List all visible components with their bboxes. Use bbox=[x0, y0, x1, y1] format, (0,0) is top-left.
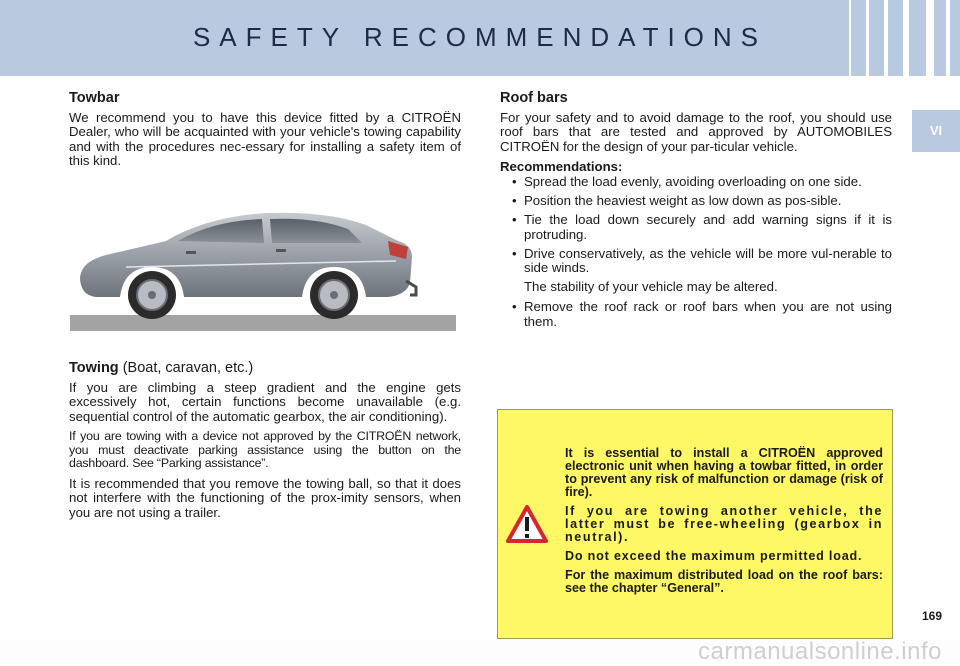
header-band bbox=[0, 0, 960, 76]
page-number: 169 bbox=[921, 609, 943, 623]
stability-note: The stability of your vehicle may be altered. bbox=[524, 279, 778, 295]
recommendations-list-end bbox=[500, 300, 892, 328]
warning-paragraph-2: If you are towing another vehicle, the latter must be free-wheeling (gearbox in neutral). bbox=[565, 504, 883, 544]
roofbars-heading: Roof bars bbox=[500, 90, 568, 106]
watermark-text: carmanualsonline.info bbox=[698, 638, 942, 665]
towing-paragraph-2: If you are towing with a device not approved by the CITROËN network, you must deactivate parking assistance using the button on the dashboard. See “Parking assistance”. bbox=[69, 428, 461, 471]
towing-paragraph-3: It is recommended that you remove the towing ball, so that it does not interfere with the functioning of the prox-imity sensors, when you are not using a trailer. bbox=[69, 476, 461, 520]
warning-paragraph-1: It is essential to install a CITROËN approved electronic unit when having a towbar fitted, in order to prevent any risk of malfunction or damage (risk of fire). bbox=[565, 446, 883, 499]
warning-triangle-icon bbox=[506, 504, 548, 544]
list-item: • Spread the load evenly, avoiding overloading on one side. bbox=[500, 175, 892, 189]
warning-paragraph-3: Do not exceed the maximum permitted load. bbox=[565, 549, 863, 563]
towbar-text: We recommend you to have this device fitted by a CITROËN Dealer, who will be acquainted with your vehicle's towing capability and with the procedures nec-essary for installing a safety item of this kind. bbox=[69, 110, 461, 168]
car-icon bbox=[66, 195, 458, 335]
recommendations-list bbox=[500, 175, 892, 275]
list-item: • Tie the load down securely and add warning signs if it is protruding. bbox=[500, 213, 892, 241]
list-item: • Position the heaviest weight as low down as pos-sible. bbox=[500, 194, 892, 208]
towing-heading-main: Towing bbox=[69, 360, 119, 376]
watermark-band bbox=[0, 640, 960, 663]
warning-paragraph-4: For the maximum distributed load on the roof bars: see the chapter “General”. bbox=[565, 568, 883, 595]
list-item: • Remove the roof rack or roof bars when you are not using them. bbox=[500, 300, 892, 328]
recommendations-heading: Recommendations: bbox=[500, 158, 623, 174]
chapter-tab: VI bbox=[912, 110, 960, 152]
towing-heading bbox=[69, 361, 461, 375]
towbar-section bbox=[69, 91, 461, 174]
warning-text bbox=[565, 447, 883, 601]
list-item: • Drive conservatively, as the vehicle will be more vul-nerable to side winds. bbox=[500, 247, 892, 275]
car-illustration bbox=[66, 195, 458, 335]
towing-heading-sub: (Boat, caravan, etc.) bbox=[118, 360, 254, 376]
towing-section bbox=[69, 361, 461, 526]
towing-paragraph-1: If you are climbing a steep gradient and the engine gets excessively hot, certain functions become unavailable (e.g. sequential control of the automatic gearbox, the air conditioning). bbox=[69, 380, 461, 424]
roofbars-intro: For your safety and to avoid damage to the roof, you should use roof bars that are tested and approved by AUTOMOBILES CITROËN for the design of your par-ticular vehicle. bbox=[500, 110, 892, 154]
towbar-heading: Towbar bbox=[69, 90, 120, 106]
roofbars-section bbox=[500, 91, 892, 334]
page-title: SAFETY RECOMMENDATIONS bbox=[192, 22, 768, 52]
